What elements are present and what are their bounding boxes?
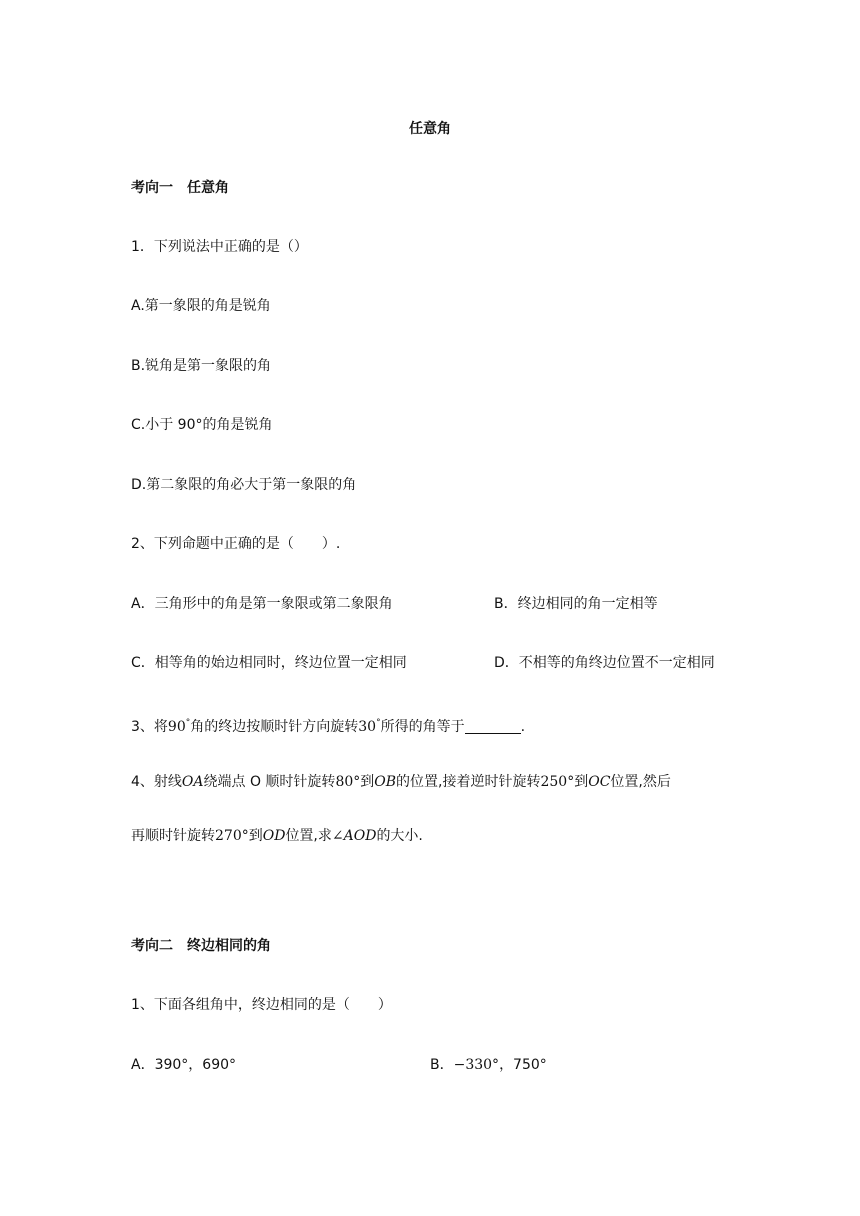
question-1-stem: 1．下列说法中正确的是（） — [131, 239, 308, 255]
question-2-option-b: B．终边相同的角一定相等 — [494, 596, 658, 612]
section-2-question-1-option-b — [430, 1055, 547, 1075]
question-3 — [131, 713, 525, 737]
question-3-text-4: . — [520, 719, 526, 735]
question-4-text: 位置,求 — [285, 828, 332, 844]
question-3-angle-30: 30 — [358, 719, 377, 735]
degree-symbol: ° — [185, 718, 191, 728]
section-heading-1: 考向一 任意角 — [131, 180, 229, 196]
option-b-suffix: ，750° — [499, 1057, 547, 1073]
angle-250: 250° — [540, 774, 575, 790]
question-4-line-1 — [131, 772, 671, 792]
question-4-text: 的位置,接着逆时针旋转 — [396, 774, 541, 790]
question-3-text-1: 3、将 — [131, 719, 168, 735]
angle-aod: ∠AOD — [331, 828, 377, 844]
question-4-text: 到 — [574, 774, 589, 790]
question-3-text-3: 所得的角等于 — [380, 719, 465, 735]
ray-oc: OC — [588, 774, 611, 790]
section-2-question-1-option-a: A．390°，690° — [131, 1057, 237, 1073]
question-3-text-2: 角的终边按顺时针方向旋转 — [190, 719, 359, 735]
question-4-line-2 — [131, 826, 423, 846]
page-title: 任意角 — [409, 121, 451, 137]
degree-symbol: ° — [376, 718, 381, 728]
section-2-question-1-stem: 1、下面各组角中，终边相同的是（ ） — [131, 997, 392, 1013]
question-4-text: 再顺时针旋转 — [131, 828, 215, 844]
question-2-option-a: A．三角形中的角是第一象限或第二象限角 — [131, 596, 393, 612]
question-4-text: 4、射线 — [131, 774, 182, 790]
question-4-text: 到 — [248, 828, 263, 844]
question-1-option-c: C.小于 90°的角是锐角 — [131, 417, 273, 433]
section-heading-2: 考向二 终边相同的角 — [131, 938, 271, 954]
question-2-option-d: D．不相等的角终边位置不一定相同 — [494, 655, 715, 671]
question-4-text: 位置,然后 — [610, 774, 671, 790]
angle-270: 270° — [215, 828, 249, 844]
question-2-stem: 2、下列命题中正确的是（ ）. — [131, 536, 341, 552]
ray-od: OD — [262, 828, 286, 844]
angle-80: 80° — [335, 774, 361, 790]
angle-neg-330: −330° — [453, 1057, 500, 1073]
question-2-option-c: C．相等角的始边相同时，终边位置一定相同 — [131, 655, 407, 671]
question-1-option-a: A.第一象限的角是锐角 — [131, 298, 271, 314]
question-1-option-b: B.锐角是第一象限的角 — [131, 358, 272, 374]
answer-blank — [465, 719, 521, 734]
ray-ob: OB — [374, 774, 397, 790]
question-4-text: 到 — [360, 774, 375, 790]
question-4-text: 绕端点 O 顺时针旋转 — [203, 774, 336, 790]
question-3-angle-90: 90 — [167, 719, 186, 735]
ray-oa: OA — [181, 774, 204, 790]
question-1-option-d: D.第二象限的角必大于第一象限的角 — [131, 477, 357, 493]
question-4-text: 的大小. — [376, 828, 423, 844]
option-b-prefix: B． — [430, 1057, 454, 1073]
